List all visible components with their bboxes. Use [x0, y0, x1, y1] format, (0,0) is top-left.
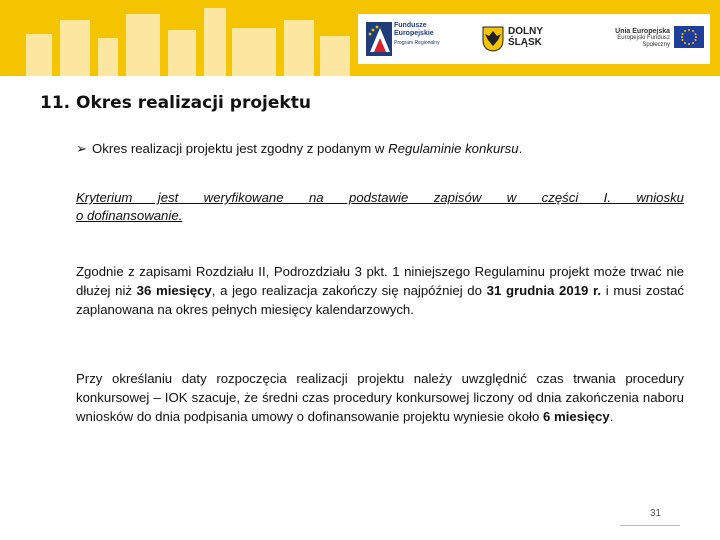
decorative-block	[284, 20, 314, 76]
para2-a: Zgodnie z zapisami Rozdziału II, Podrozdziału 3 pkt. 1 niniejszego Regulaminu projekt może trwać nie dłużej niż	[76, 264, 684, 298]
decorative-block	[204, 8, 226, 76]
eu-flag-icon	[674, 26, 704, 48]
ds-line2: ŚLĄSK	[508, 37, 542, 48]
decorative-block	[26, 34, 52, 76]
bullet-item	[76, 139, 684, 158]
page-number-underline	[620, 525, 680, 526]
page-number: 31	[650, 508, 662, 519]
eu-line1: Unia Europejska	[615, 28, 670, 35]
dolny-slask-logo	[480, 14, 570, 64]
decorative-block	[232, 28, 276, 76]
decorative-block	[320, 36, 350, 76]
para3-b: 6 miesięcy	[542, 409, 610, 424]
para2-b: 36 miesięcy	[136, 283, 212, 298]
fundusze-europejskie-logo	[362, 14, 472, 64]
bullet-end: .	[518, 141, 523, 156]
decorative-block	[98, 38, 118, 76]
criterion-line2: o dofinansowanie.	[76, 208, 183, 223]
fe-line3: Program Regionalny	[394, 40, 440, 46]
paragraph-duration	[76, 262, 684, 319]
unia-europejska-logo	[590, 14, 706, 64]
header-band	[0, 0, 720, 76]
para2-e: i musi zostać zaplanowana na okres pełnych miesięcy kalendarzowych.	[76, 283, 685, 317]
bullet-text: Okres realizacji projektu jest zgodny z podanym w	[92, 141, 389, 156]
decorative-block	[168, 30, 196, 76]
criterion-line1	[76, 188, 684, 207]
bullet-italic: Regulaminie konkursu	[388, 141, 519, 156]
fe-emblem-icon	[366, 22, 392, 56]
eagle-shield-icon	[482, 26, 504, 52]
fe-line1: Fundusze	[394, 22, 427, 29]
slide-title: 11. Okres realizacji projektu	[40, 93, 311, 113]
fe-line2: Europejskie	[394, 30, 434, 37]
eu-line2: Europejski Fundusz Społeczny	[617, 35, 670, 48]
para3-a: Przy określaniu daty rozpoczęcia realizacji projektu należy uwzględnić czas trwania procedury konkursowej – IOK szacuje, że średni czas procedury konkursowej liczony od dnia zakończenia naboru wniosków do dnia podpisania umowy o dofinansowanie projektu wyniesie około	[76, 371, 684, 424]
para2-d: 31 grudnia 2019 r.	[486, 283, 602, 298]
para2-c: , a jego realizacja zakończy się najpóźniej do	[211, 283, 487, 298]
paragraph-procedure	[76, 369, 684, 426]
decorative-block	[60, 20, 90, 76]
arrow-bullet-icon: ➢	[76, 141, 88, 156]
decorative-block	[126, 14, 160, 76]
ds-line1: DOLNY	[508, 26, 543, 37]
criterion-text1: Kryterium jest weryfikowane na podstawie zapisów w części I. wniosku	[76, 190, 684, 205]
para3-c: .	[609, 409, 614, 424]
logo-strip	[358, 14, 710, 64]
